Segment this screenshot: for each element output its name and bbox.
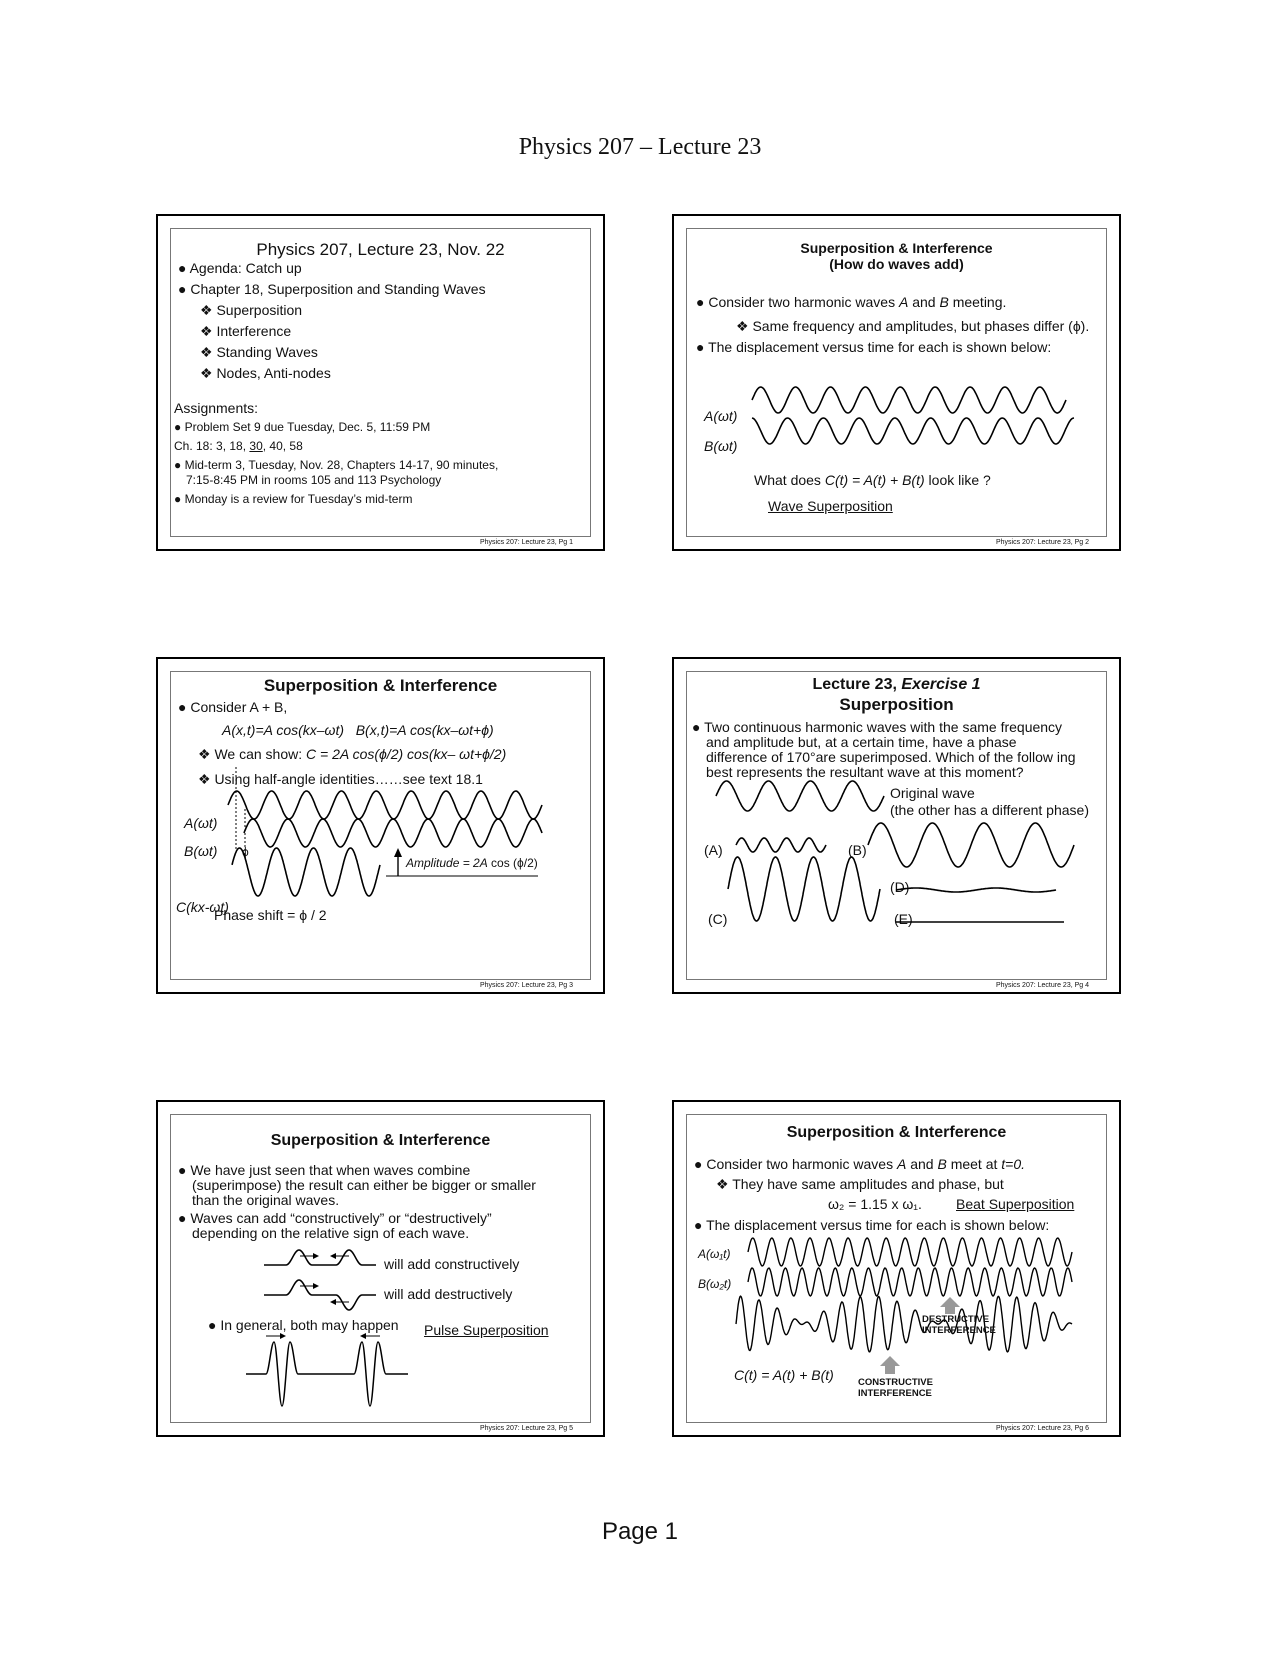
slide-title: Physics 207, Lecture 23, Nov. 22 <box>256 240 505 259</box>
text: B <box>939 294 949 310</box>
arrow-head <box>330 1299 336 1305</box>
destructive-label: DESTRUCTIVE <box>922 1314 990 1325</box>
wave-label-c: C(kx-ωt) <box>176 899 229 915</box>
equation-a: A(x,t)=A cos(kx–ωt) <box>222 722 345 738</box>
constructive-arrow <box>880 1356 900 1374</box>
slide-footer: Physics 207: Lecture 23, Pg 2 <box>996 539 1089 546</box>
slide-title: Superposition & Interference <box>263 676 498 695</box>
text: What does <box>754 472 825 488</box>
slide-3 <box>156 657 605 994</box>
amplitude-label <box>406 856 538 870</box>
slide-footer: Physics 207: Lecture 23, Pg 4 <box>996 982 1089 989</box>
arrow-head <box>360 1333 366 1339</box>
wave-sum <box>736 1296 1072 1352</box>
sum-equation: C(t) = A(t) + B(t) <box>734 1367 834 1383</box>
arrow-head <box>313 1253 319 1259</box>
assignment-item: ● Monday is a review for Tuesday’s mid-term <box>174 492 413 506</box>
text: Exercise 1 <box>901 676 981 693</box>
slide-4 <box>672 657 1121 994</box>
wave-a <box>752 387 1066 413</box>
destructive-arrow <box>940 1297 960 1314</box>
wave-option-c <box>728 857 880 921</box>
bullet: ● Agenda: Catch up <box>178 260 302 276</box>
text: Amplitude = 2A <box>406 856 488 870</box>
wave-diagram <box>158 659 607 996</box>
wave-a <box>228 791 542 819</box>
bullet-line: ● Waves can add “constructively” or “destructively” <box>178 1210 492 1226</box>
pulse-pair <box>246 1342 408 1406</box>
sub-bullet: ❖ Superposition <box>200 302 303 318</box>
text: meeting. <box>948 294 1007 310</box>
text: ● Consider two harmonic waves <box>694 1156 897 1172</box>
bullet-line: depending on the relative sign of each wave. <box>192 1225 470 1241</box>
arrow-head <box>313 1283 319 1289</box>
text: A <box>898 294 909 310</box>
constructive-label: INTERFERENCE <box>858 1388 932 1399</box>
text: C = 2A cos(ϕ/2) cos(kx– ωt+ϕ/2) <box>306 746 507 762</box>
slide-footer: Physics 207: Lecture 23, Pg 3 <box>480 982 573 989</box>
slide-footer: Physics 207: Lecture 23, Pg 1 <box>480 539 573 546</box>
wave-label-b: B(ω₂t) <box>698 1277 732 1291</box>
question <box>754 472 991 488</box>
slide-footer: Physics 207: Lecture 23, Pg 5 <box>480 1425 573 1432</box>
text: and <box>908 294 940 310</box>
options-diagram <box>674 659 1123 996</box>
option-a[interactable]: (A) <box>704 842 723 858</box>
wave-label-b: B(ωt) <box>704 438 738 454</box>
sub-bullet: ❖ Nodes, Anti-nodes <box>200 365 331 381</box>
slide-title: Superposition & Interference <box>786 1124 1007 1141</box>
assignment-problems <box>174 439 303 453</box>
slide-6 <box>672 1100 1121 1437</box>
destructive-caption: will add destructively <box>384 1286 513 1302</box>
slide-5 <box>156 1100 605 1437</box>
wave-option-a <box>736 838 826 852</box>
bullet: ● Consider A + B, <box>178 699 288 715</box>
constructive-label: CONSTRUCTIVE <box>858 1377 933 1388</box>
wave-label-a: A(ωt) <box>704 408 738 424</box>
pulse-constructive <box>264 1250 376 1265</box>
arrow-head <box>280 1333 286 1339</box>
text: meet at <box>946 1156 1002 1172</box>
page-title: Physics 207 – Lecture 23 <box>518 134 762 160</box>
text: 30 <box>249 439 263 453</box>
assignments-heading: Assignments: <box>174 400 259 416</box>
text: A <box>896 1156 907 1172</box>
pulse-superposition-link[interactable]: Pulse Superposition <box>424 1322 549 1338</box>
original-wave-note: (the other has a different phase) <box>890 802 1089 818</box>
wave-label-a: A(ωt) <box>184 815 218 831</box>
sub-bullet: ❖ They have same amplitudes and phase, but <box>716 1176 1004 1192</box>
wave-b <box>748 1268 1072 1296</box>
sub-bullet: ❖ Using half-angle identities……see text 18.1 <box>198 771 483 787</box>
text: , 40, 58 <box>262 439 303 453</box>
beat-superposition-link[interactable]: Beat Superposition <box>956 1196 1075 1212</box>
original-wave <box>716 781 884 811</box>
slide-2 <box>672 214 1121 551</box>
bullet: ● In general, both may happen <box>208 1317 399 1333</box>
phase-shift: Phase shift = ϕ / 2 <box>214 907 327 923</box>
assignment-item: 7:15-8:45 PM in rooms 105 and 113 Psychology <box>186 473 442 487</box>
option-b[interactable]: (B) <box>848 842 867 858</box>
assignment-item: ● Problem Set 9 due Tuesday, Dec. 5, 11:59 PM <box>174 420 431 434</box>
text: look like ? <box>924 472 991 488</box>
bullet-line: ● We have just seen that when waves combine <box>178 1162 471 1178</box>
wave-superposition-link[interactable]: Wave Superposition <box>768 498 893 514</box>
text: and <box>906 1156 938 1172</box>
bullet: ● The displacement versus time for each is shown below: <box>694 1217 1050 1233</box>
bullet-line: than the original waves. <box>192 1192 340 1208</box>
question-line: best represents the resultant wave at this moment? <box>706 764 1024 780</box>
wave-label-a: A(ω₁t) <box>698 1247 731 1261</box>
pulse-destructive <box>264 1280 376 1310</box>
pulse-diagram <box>158 1102 607 1439</box>
text: C(t) = A(t) + B(t) <box>824 472 925 488</box>
question-line: ● Two continuous harmonic waves with the same frequency <box>692 719 1063 735</box>
bullet-line: (superimpose) the result can either be bigger or smaller <box>192 1177 536 1193</box>
destructive-label: INTERFERENCE <box>922 1325 996 1336</box>
text: ❖ We can show: <box>198 746 307 762</box>
question-line: and amplitude but, at a certain time, have a phase <box>706 734 1017 750</box>
option-e[interactable]: (E) <box>894 911 913 927</box>
wave-b <box>244 819 542 847</box>
text: Lecture 23, <box>812 676 902 693</box>
frequency-relation: ω₂ = 1.15 x ω₁. <box>828 1196 922 1212</box>
slide-subtitle: (How do waves add) <box>829 256 964 272</box>
bullet: ● Chapter 18, Superposition and Standing Waves <box>178 281 486 297</box>
sub-bullet: ❖ Same frequency and amplitudes, but phases differ (ϕ). <box>736 318 1090 334</box>
slide-title: Superposition & Interference <box>270 1132 491 1149</box>
assignment-item: ● Mid-term 3, Tuesday, Nov. 28, Chapters 14-17, 90 minutes, <box>174 458 499 472</box>
wave-option-b <box>868 823 1074 867</box>
page-number: Page 1 <box>601 1518 679 1545</box>
sub-bullet: ❖ Standing Waves <box>200 344 318 360</box>
original-wave-label: Original wave <box>890 785 975 801</box>
option-c[interactable]: (C) <box>708 911 728 927</box>
slide-subtitle: Superposition <box>839 695 954 714</box>
wave-c <box>232 848 380 896</box>
slide-title: Superposition & Interference <box>800 240 993 256</box>
option-d[interactable]: (D) <box>890 879 910 895</box>
text: cos (ϕ/2) <box>487 856 538 870</box>
arrow-head <box>394 848 402 857</box>
text: ● Consider two harmonic waves <box>696 294 899 310</box>
text: Ch. 18: 3, 18, <box>174 439 250 453</box>
text: B <box>937 1156 947 1172</box>
slide-footer: Physics 207: Lecture 23, Pg 6 <box>996 1425 1089 1432</box>
bullet: ● The displacement versus time for each is shown below: <box>696 339 1052 355</box>
sub-bullet: ❖ Interference <box>200 323 292 339</box>
wave-option-d <box>896 888 1056 892</box>
arrow-head <box>330 1253 336 1259</box>
wave-a <box>748 1238 1072 1266</box>
equation-b: B(x,t)=A cos(kx–ωt+ϕ) <box>355 722 494 738</box>
text: t=0. <box>1001 1156 1026 1172</box>
wave-label-b: B(ωt) <box>184 843 218 859</box>
wave-diagram <box>674 216 1123 553</box>
phi-label: ϕ <box>242 845 249 859</box>
wave-b <box>752 418 1074 444</box>
question-line: difference of 170°are superimposed. Which of the follow ing <box>706 749 1076 765</box>
constructive-caption: will add constructively <box>384 1256 520 1272</box>
slide-1 <box>156 214 605 551</box>
